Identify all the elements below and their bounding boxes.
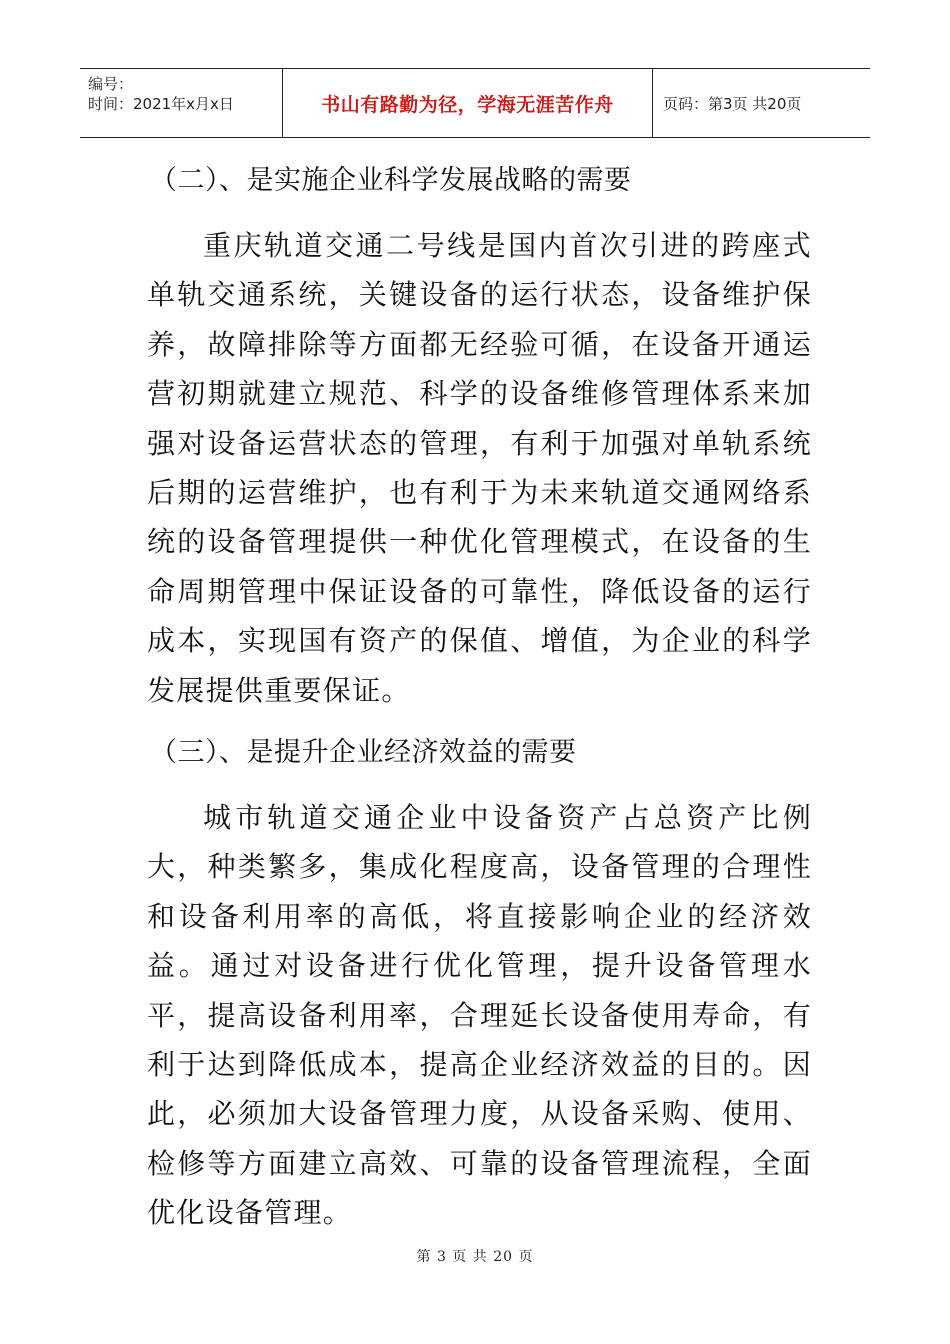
document-time-label: 时间：2021年x月x日 [88, 95, 234, 113]
section-heading: （二）、是实施企业科学发展战略的需要 [150, 165, 632, 196]
page-header [80, 68, 870, 138]
section-heading: （三）、是提升企业经济效益的需要 [150, 737, 577, 768]
page-footer: 第 3 页 共 20 页 [416, 1249, 534, 1265]
section-paragraph: 重庆轨道交通二号线是国内首次引进的跨座式单轨交通系统，关键设备的运行状态，设备维护保养，故障排除等方面都无经验可循，在设备开通运营初期就建立规范、科学的设备维修管理体系来加强对设备运营状态的管理，有利于加强对单轨系统后期的运营维护，也有利于为未来轨道交通网络系统的设备管理提供一种优化管理模式，在设备的生命周期管理中保证设备的可靠性，降低设备的运行成本，实现国有资产的保值、增值，为企业的科学发展提供重要保证。 [147, 229, 812, 707]
header-meta-cell [80, 69, 283, 137]
header-motto-cell [283, 69, 653, 137]
header-page-info: 页码：第3页 共20页 [663, 94, 802, 113]
header-page-cell [653, 69, 870, 137]
section-paragraph: 城市轨道交通企业中设备资产占总资产比例大，种类繁多，集成化程度高，设备管理的合理性和设备利用率的高低，将直接影响企业的经济效益。通过对设备进行优化管理，提升设备管理水平，提高设备利用率，合理延长设备使用寿命，有利于达到降低成本，提高企业经济效益的目的。因此，必须加大设备管理力度，从设备采购、使用、检修等方面建立高效、可靠的设备管理流程，全面优化设备管理。 [147, 801, 812, 1230]
document-number-label: 编号： [88, 75, 134, 93]
header-motto: 书山有路勤为径，学海无涯苦作舟 [321, 93, 614, 116]
